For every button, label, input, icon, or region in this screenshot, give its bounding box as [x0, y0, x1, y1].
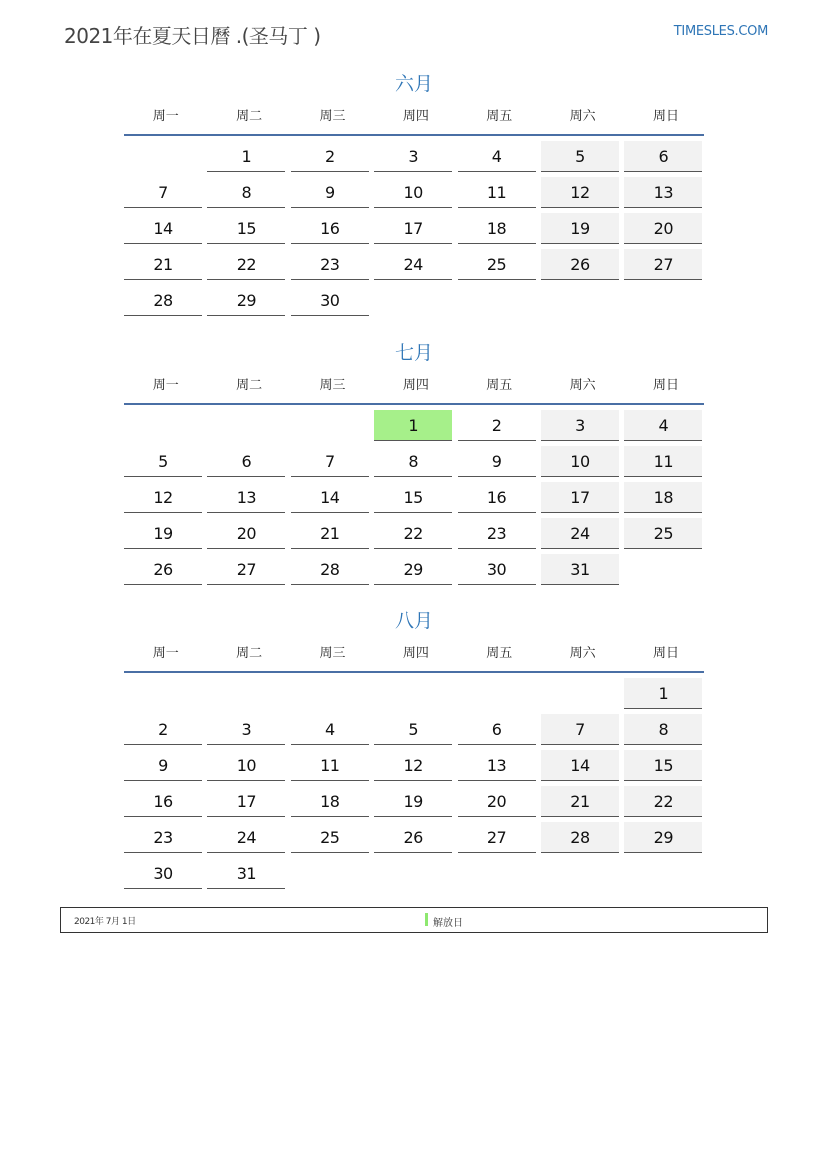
page-title: 2021年在夏天日曆 .(圣马丁 )	[64, 24, 321, 48]
weekday-header-row	[124, 639, 704, 673]
weekday-label: 周四	[402, 646, 429, 661]
week-row	[124, 750, 704, 786]
day-cell: 15	[207, 213, 285, 244]
day-cell: 12	[541, 177, 619, 208]
day-cell: 23	[458, 518, 536, 549]
week-row	[124, 141, 704, 177]
week-row	[124, 177, 704, 213]
day-cell: 13	[624, 177, 702, 208]
day-cell: 24	[207, 822, 285, 853]
day-cell: 15	[374, 482, 452, 513]
day-cell: 20	[624, 213, 702, 244]
day-cell: 13	[458, 750, 536, 781]
site-link[interactable]: TIMESLES.COM	[673, 24, 768, 39]
week-row	[124, 213, 704, 249]
day-cell: 6	[458, 714, 536, 745]
day-cell: 21	[291, 518, 369, 549]
day-cell: 12	[374, 750, 452, 781]
empty-day-cell	[458, 285, 536, 316]
weekday-label: 周四	[402, 378, 429, 393]
empty-day-cell	[374, 678, 452, 709]
day-cell: 7	[124, 177, 202, 208]
weekday-label: 周六	[569, 109, 596, 124]
empty-day-cell	[291, 410, 369, 441]
day-cell: 22	[207, 249, 285, 280]
day-cell: 17	[374, 213, 452, 244]
week-row	[124, 518, 704, 554]
day-cell: 29	[624, 822, 702, 853]
month-title: 八月	[394, 610, 433, 632]
day-cell: 18	[624, 482, 702, 513]
weekday-label: 周五	[486, 646, 513, 661]
weekday-label: 周六	[569, 646, 596, 661]
weekday-label: 周一	[152, 646, 179, 661]
empty-day-cell	[207, 678, 285, 709]
day-cell: 1	[624, 678, 702, 709]
day-cell: 13	[207, 482, 285, 513]
day-cell: 23	[291, 249, 369, 280]
week-row	[124, 249, 704, 285]
day-cell: 5	[124, 446, 202, 477]
week-row	[124, 285, 704, 321]
day-cell: 3	[541, 410, 619, 441]
day-cell: 1	[374, 410, 452, 441]
day-cell: 2	[458, 410, 536, 441]
weekday-label: 周一	[152, 109, 179, 124]
day-cell: 8	[374, 446, 452, 477]
day-cell: 9	[291, 177, 369, 208]
legend-holiday-name: 解放日	[433, 918, 463, 929]
day-cell: 17	[207, 786, 285, 817]
empty-day-cell	[541, 678, 619, 709]
month-block	[124, 339, 704, 590]
empty-day-cell	[291, 858, 369, 889]
day-cell: 21	[541, 786, 619, 817]
empty-day-cell	[374, 858, 452, 889]
day-cell: 24	[541, 518, 619, 549]
weekday-label: 周日	[653, 646, 680, 661]
day-cell: 27	[207, 554, 285, 585]
empty-day-cell	[624, 554, 702, 585]
week-row	[124, 858, 704, 894]
day-cell: 5	[374, 714, 452, 745]
day-cell: 10	[207, 750, 285, 781]
day-cell: 25	[458, 249, 536, 280]
day-cell: 7	[291, 446, 369, 477]
day-cell: 16	[291, 213, 369, 244]
day-cell: 8	[207, 177, 285, 208]
holiday-color-swatch	[425, 913, 428, 926]
day-cell: 14	[124, 213, 202, 244]
day-cell: 19	[374, 786, 452, 817]
weekday-label: 周五	[486, 109, 513, 124]
day-cell: 1	[207, 141, 285, 172]
day-cell: 19	[124, 518, 202, 549]
day-cell: 31	[541, 554, 619, 585]
week-row	[124, 410, 704, 446]
day-cell: 16	[458, 482, 536, 513]
weekday-label: 周四	[402, 109, 429, 124]
day-cell: 22	[374, 518, 452, 549]
day-cell: 10	[541, 446, 619, 477]
empty-day-cell	[624, 858, 702, 889]
day-cell: 27	[458, 822, 536, 853]
day-cell: 28	[124, 285, 202, 316]
empty-day-cell	[624, 285, 702, 316]
weekday-label: 周一	[152, 378, 179, 393]
weekday-label: 周三	[319, 646, 346, 661]
legend-holiday-date: 2021年 7月 1日	[74, 917, 136, 927]
week-row	[124, 786, 704, 822]
weekday-label: 周六	[569, 378, 596, 393]
day-cell: 14	[291, 482, 369, 513]
day-cell: 22	[624, 786, 702, 817]
day-cell: 5	[541, 141, 619, 172]
day-cell: 28	[541, 822, 619, 853]
day-cell: 2	[124, 714, 202, 745]
day-cell: 20	[207, 518, 285, 549]
day-cell: 19	[541, 213, 619, 244]
empty-day-cell	[124, 678, 202, 709]
week-row	[124, 482, 704, 518]
empty-day-cell	[207, 410, 285, 441]
empty-day-cell	[374, 285, 452, 316]
day-cell: 3	[207, 714, 285, 745]
day-cell: 8	[624, 714, 702, 745]
day-cell: 20	[458, 786, 536, 817]
day-cell: 18	[291, 786, 369, 817]
day-cell: 15	[624, 750, 702, 781]
day-cell: 23	[124, 822, 202, 853]
weekday-label: 周二	[236, 378, 263, 393]
day-cell: 6	[207, 446, 285, 477]
weekday-label: 周五	[486, 378, 513, 393]
day-cell: 16	[124, 786, 202, 817]
day-cell: 29	[207, 285, 285, 316]
empty-day-cell	[541, 285, 619, 316]
day-cell: 25	[624, 518, 702, 549]
day-cell: 9	[124, 750, 202, 781]
day-cell: 24	[374, 249, 452, 280]
day-cell: 25	[291, 822, 369, 853]
empty-day-cell	[458, 678, 536, 709]
weekday-label: 周日	[653, 109, 680, 124]
weekday-header-row	[124, 371, 704, 405]
holiday-legend	[60, 907, 768, 933]
week-row	[124, 714, 704, 750]
day-cell: 7	[541, 714, 619, 745]
day-cell: 10	[374, 177, 452, 208]
weekday-label: 周二	[236, 646, 263, 661]
day-cell: 14	[541, 750, 619, 781]
day-cell: 21	[124, 249, 202, 280]
day-cell: 11	[291, 750, 369, 781]
day-cell: 11	[458, 177, 536, 208]
day-cell: 27	[624, 249, 702, 280]
day-cell: 3	[374, 141, 452, 172]
weekday-label: 周二	[236, 109, 263, 124]
day-cell: 17	[541, 482, 619, 513]
day-cell: 4	[291, 714, 369, 745]
month-title: 七月	[394, 342, 433, 364]
weekday-label: 周三	[319, 378, 346, 393]
day-cell: 28	[291, 554, 369, 585]
week-row	[124, 822, 704, 858]
day-cell: 11	[624, 446, 702, 477]
month-block	[124, 70, 704, 321]
day-cell: 31	[207, 858, 285, 889]
day-cell: 9	[458, 446, 536, 477]
empty-day-cell	[124, 141, 202, 172]
day-cell: 30	[124, 858, 202, 889]
weekday-label: 周三	[319, 109, 346, 124]
empty-day-cell	[291, 678, 369, 709]
day-cell: 26	[374, 822, 452, 853]
day-cell: 29	[374, 554, 452, 585]
weekday-header-row	[124, 102, 704, 136]
day-cell: 30	[458, 554, 536, 585]
day-cell: 4	[624, 410, 702, 441]
empty-day-cell	[458, 858, 536, 889]
day-cell: 12	[124, 482, 202, 513]
empty-day-cell	[124, 410, 202, 441]
month-block	[124, 607, 704, 894]
day-cell: 30	[291, 285, 369, 316]
month-title: 六月	[394, 73, 433, 95]
week-row	[124, 554, 704, 590]
weekday-label: 周日	[653, 378, 680, 393]
week-row	[124, 678, 704, 714]
day-cell: 2	[291, 141, 369, 172]
day-cell: 18	[458, 213, 536, 244]
day-cell: 26	[541, 249, 619, 280]
empty-day-cell	[541, 858, 619, 889]
day-cell: 4	[458, 141, 536, 172]
day-cell: 26	[124, 554, 202, 585]
week-row	[124, 446, 704, 482]
day-cell: 6	[624, 141, 702, 172]
